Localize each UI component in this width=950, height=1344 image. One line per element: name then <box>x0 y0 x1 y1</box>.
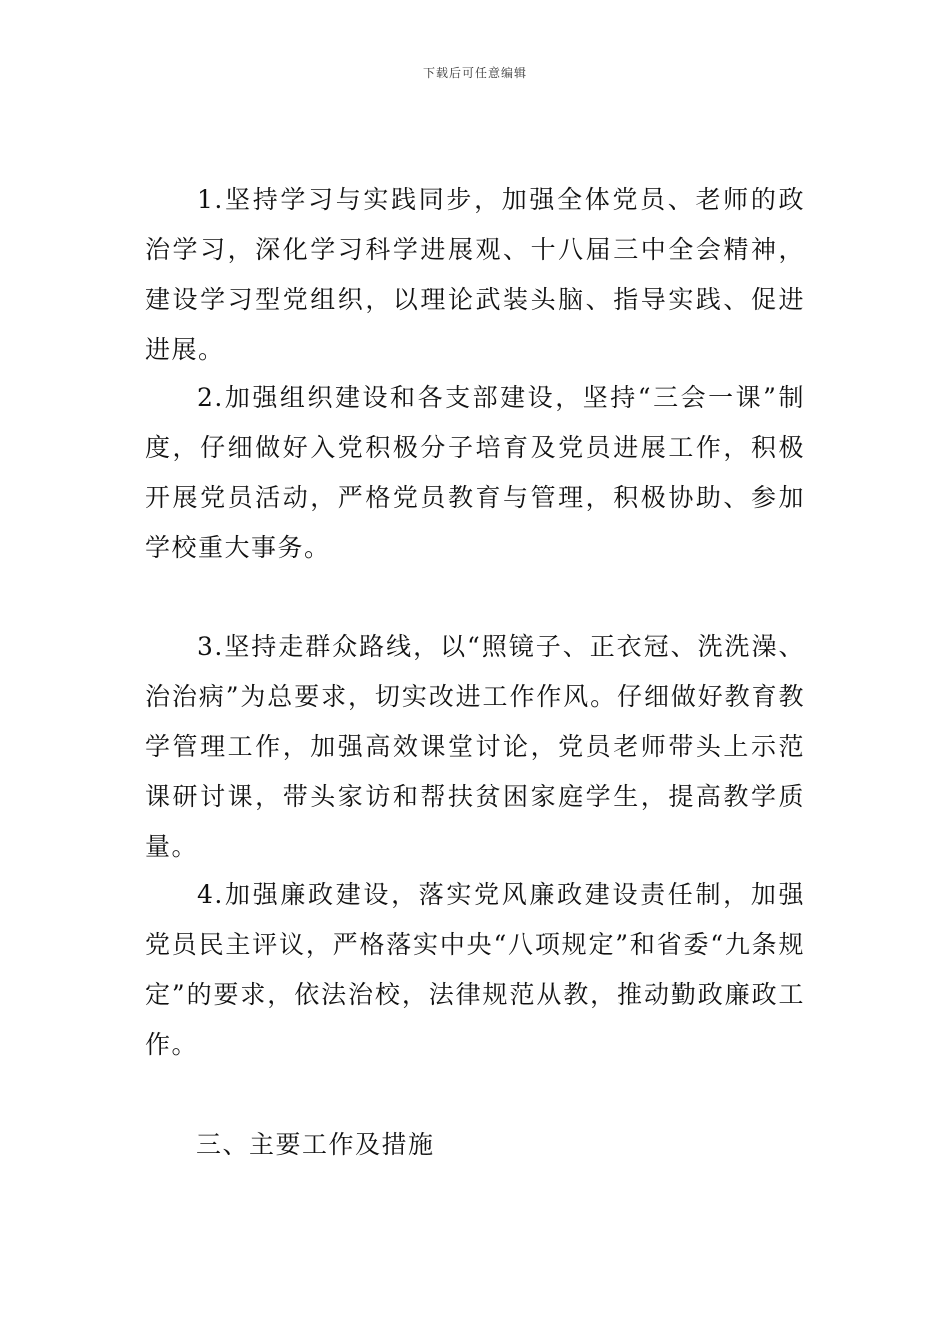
paragraph-4: 4.加强廉政建设，落实党风廉政建设责任制，加强党员民主评议，严格落实中央“八项规定”和省委“九条规定”的要求，依法治校，法律规范从教，推动勤政廉政工作。 <box>145 880 805 1059</box>
paragraph-1: 1.坚持学习与实践同步，加强全体党员、老师的政治学习，深化学习科学进展观、十八届三中全会精神，建设学习型党组织，以理论武装头脑、指导实践、促进进展。 <box>145 185 805 364</box>
paragraph-2: 2.加强组织建设和各支部建设，坚持“三会一课”制度，仔细做好入党积极分子培育及党员进展工作，积极开展党员活动，严格党员教育与管理，积极协助、参加学校重大事务。 <box>145 383 805 562</box>
page-header-note: 下载后可任意编辑 <box>422 66 527 80</box>
section-heading: 三、主要工作及措施 <box>196 1130 435 1159</box>
paragraph-3: 3.坚持走群众路线，以“照镜子、正衣冠、洗洗澡、治治病”为总要求，切实改进工作作风。仔细做好教育教学管理工作，加强高效课堂讨论，党员老师带头上示范课研讨课，带头家访和帮扶贫困家庭学生，提高教学质量。 <box>145 632 805 861</box>
